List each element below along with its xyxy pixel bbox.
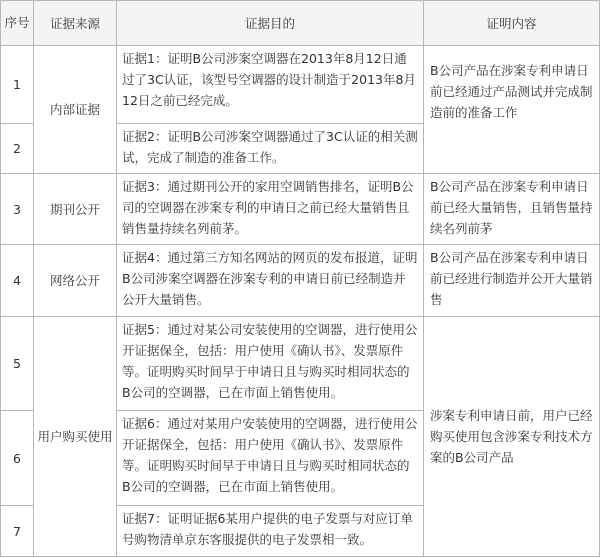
row-number: 6 bbox=[1, 411, 34, 506]
table-row bbox=[1, 245, 600, 317]
header-seq: 序号 bbox=[1, 1, 34, 46]
evidence-purpose: 证据4：通过第三方知名网站的网页的发布报道，证明B公司涉案空调器在涉案专利的申请日前已经制造并公开大量销售。 bbox=[117, 245, 424, 317]
proof-content: B公司产品在涉案专利申请日前已经进行制造并公开大量销售 bbox=[424, 245, 600, 317]
header-source: 证据来源 bbox=[34, 1, 117, 46]
evidence-purpose: 证据7：证明证据6某用户提供的电子发票与对应订单号购物清单京东客服提供的电子发票相一致。 bbox=[117, 506, 424, 557]
proof-content: B公司产品在涉案专利申请日前已经大量销售，且销售量持续名列前茅 bbox=[424, 174, 600, 245]
row-number: 2 bbox=[1, 124, 34, 174]
table-row bbox=[1, 46, 600, 124]
evidence-purpose: 证据3：通过期刊公开的家用空调销售排名，证明B公司的空调器在涉案专利的申请日之前已经大量销售且销售量持续名列前茅。 bbox=[117, 174, 424, 245]
evidence-source: 用户购买使用 bbox=[34, 317, 117, 557]
evidence-purpose: 证据1：证明B公司涉案空调器在2013年8月12日通过了3C认证，该型号空调器的设计制造于2013年8月12日之前已经完成。 bbox=[117, 46, 424, 124]
row-number: 7 bbox=[1, 506, 34, 557]
proof-content: 涉案专利申请日前，用户已经购买使用包含涉案专利技术方案的B公司产品 bbox=[424, 317, 600, 557]
table-row bbox=[1, 317, 600, 411]
evidence-purpose: 证据6：通过对某用户安装使用的空调器，进行使用公开证据保全，包括：用户使用《确认书》、发票原件等。证明购买时间早于申请日且与购买时相同状态的B公司的空调器，已在市面上销售使用。 bbox=[117, 411, 424, 506]
evidence-purpose: 证据5：通过对某公司安装使用的空调器，进行使用公开证据保全，包括：用户使用《确认书》、发票原件等。证明购买时间早于申请日且与购买时相同状态的B公司的空调器，已在市面上销售使用。 bbox=[117, 317, 424, 411]
row-number: 1 bbox=[1, 46, 34, 124]
table-row bbox=[1, 174, 600, 245]
header-purpose: 证据目的 bbox=[117, 1, 424, 46]
row-number: 3 bbox=[1, 174, 34, 245]
evidence-source: 内部证据 bbox=[34, 46, 117, 174]
evidence-source: 网络公开 bbox=[34, 245, 117, 317]
row-number: 5 bbox=[1, 317, 34, 411]
proof-content: B公司产品在涉案专利申请日前已经通过产品测试并完成制造前的准备工作 bbox=[424, 46, 600, 174]
evidence-purpose: 证据2：证明B公司涉案空调器通过了3C认证的相关测试，完成了制造的准备工作。 bbox=[117, 124, 424, 174]
header-row bbox=[1, 1, 600, 46]
evidence-source: 期刊公开 bbox=[34, 174, 117, 245]
header-content: 证明内容 bbox=[424, 1, 600, 46]
row-number: 4 bbox=[1, 245, 34, 317]
